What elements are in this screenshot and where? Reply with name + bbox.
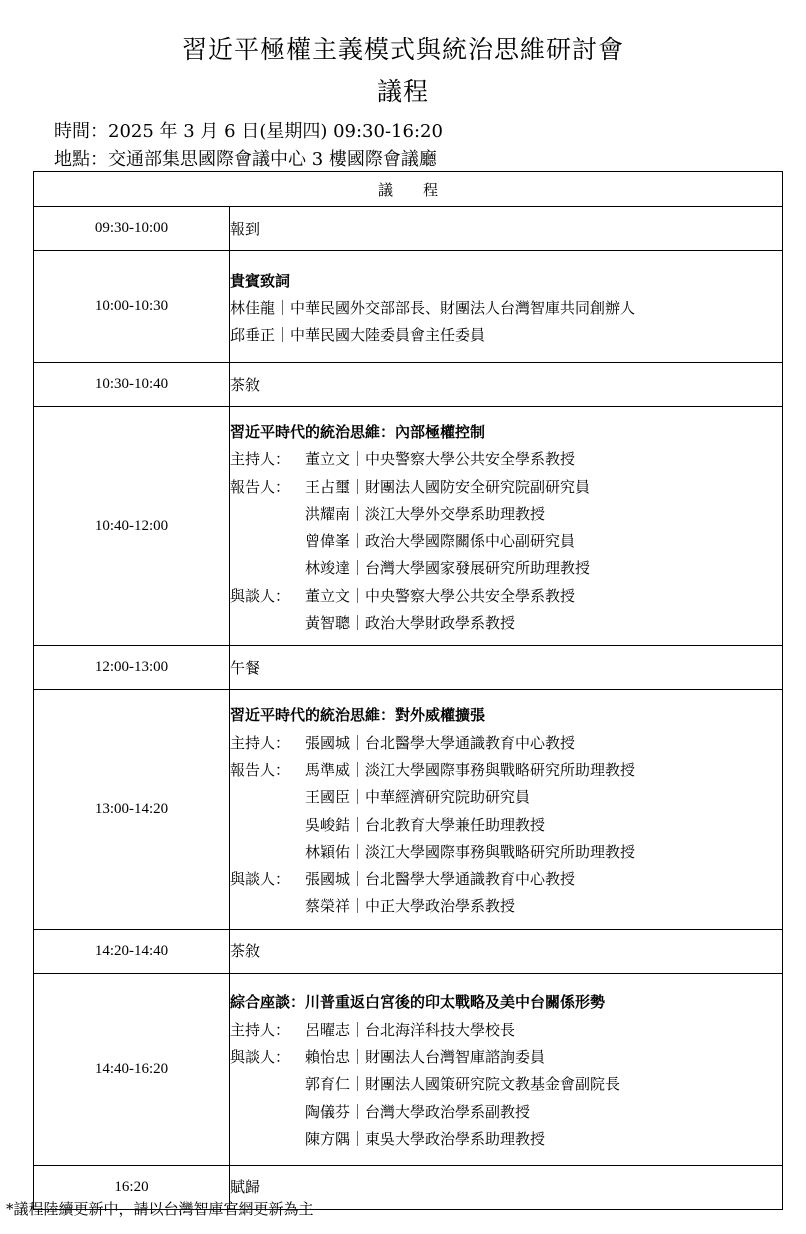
agenda-row [34, 973, 783, 1165]
agenda-content [230, 973, 783, 1165]
agenda-time: 14:40-16:20 [34, 973, 230, 1165]
agenda-line [230, 583, 782, 610]
agenda-line [230, 730, 782, 757]
event-time: 時間：2025 年 3 月 6 日(星期四) 09:30-16:20 [54, 121, 443, 142]
line-text: 陳方隅｜東吳大學政治學系助理教授 [305, 1129, 546, 1148]
agenda-line [230, 375, 782, 395]
agenda-body [34, 207, 783, 1210]
agenda-content [230, 646, 783, 690]
agenda-row [34, 646, 783, 690]
agenda-line [230, 474, 782, 501]
agenda-time: 14:20-14:40 [34, 929, 230, 973]
agenda-line [230, 941, 782, 961]
agenda-line [230, 1099, 782, 1126]
agenda-time: 10:30-10:40 [34, 363, 230, 407]
agenda-content [230, 363, 783, 407]
line-text: 習近平時代的統治思維：對外威權擴張 [230, 706, 486, 725]
session-title [230, 268, 782, 295]
line-text: 曾偉峯｜政治大學國際關係中心副研究員 [305, 532, 576, 551]
agenda-line [230, 812, 782, 839]
event-location: 地點：交通部集思國際會議中心 3 樓國際會議廳 [54, 149, 437, 170]
role-label: 報告人： [230, 760, 291, 779]
line-text: 茶敘 [230, 942, 261, 961]
line-text: 貴賓致詞 [230, 271, 291, 290]
agenda-time: 12:00-13:00 [34, 646, 230, 690]
line-text: 賦歸 [230, 1178, 261, 1197]
role-label: 報告人： [230, 477, 291, 496]
line-text: 綜合座談：川普重返白宮後的印太戰略及美中台關係形勢 [230, 993, 606, 1012]
agenda-header [34, 172, 783, 207]
line-text: 呂曜志｜台北海洋科技大學校長 [305, 1020, 516, 1039]
agenda-time: 16:20 [34, 1165, 230, 1209]
line-text: 王國臣｜中華經濟研究院助研究員 [305, 788, 531, 807]
line-text: 林竣達｜台灣大學國家發展研究所助理教授 [305, 559, 591, 578]
role-label: 主持人： [230, 1020, 291, 1039]
agenda-time: 13:00-14:20 [34, 690, 230, 929]
agenda-line [230, 528, 782, 555]
document-title: 習近平極權主義模式與統治思維研討會 [181, 35, 624, 64]
line-text: 吳峻銡｜台北教育大學兼任助理教授 [305, 815, 546, 834]
agenda-content [230, 929, 783, 973]
role-label: 主持人： [230, 733, 291, 752]
agenda-content [230, 251, 783, 363]
agenda-line [230, 1177, 782, 1197]
agenda-line [230, 1017, 782, 1044]
line-text: 陶儀芬｜台灣大學政治學系副教授 [305, 1102, 531, 1121]
agenda-header-label: 議 程 [378, 180, 438, 199]
agenda-content [230, 690, 783, 929]
agenda-line [230, 295, 782, 322]
role-label: 與談人： [230, 1047, 291, 1066]
line-text: 洪耀南｜淡江大學外交學系助理教授 [305, 504, 546, 523]
agenda-time: 10:40-12:00 [34, 407, 230, 646]
session-title [230, 419, 782, 446]
line-text: 張國城｜台北醫學大學通識教育中心教授 [305, 870, 576, 889]
line-text: 董立文｜中央警察大學公共安全學系教授 [305, 586, 576, 605]
agenda-table [33, 171, 783, 1210]
agenda-line [230, 501, 782, 528]
role-label: 與談人： [230, 586, 291, 605]
agenda-row [34, 929, 783, 973]
agenda-line [230, 610, 782, 637]
agenda-time: 09:30-10:00 [34, 207, 230, 251]
agenda-row [34, 251, 783, 363]
agenda-header-row [34, 172, 783, 207]
role-label: 主持人： [230, 450, 291, 469]
agenda-row [34, 363, 783, 407]
line-text: 董立文｜中央警察大學公共安全學系教授 [305, 450, 576, 469]
agenda-row [34, 690, 783, 929]
agenda-line [230, 446, 782, 473]
line-text: 黃智聰｜政治大學財政學系教授 [305, 614, 516, 633]
agenda-line [230, 839, 782, 866]
agenda-line [230, 1126, 782, 1153]
line-text: 邱垂正｜中華民國大陸委員會主任委員 [230, 326, 486, 345]
agenda-time: 10:00-10:30 [34, 251, 230, 363]
line-text: 午餐 [230, 658, 261, 677]
agenda-line [230, 784, 782, 811]
footnote: *議程陸續更新中，請以台灣智庫官網更新為主 [6, 1200, 314, 1218]
line-text: 王占璽｜財團法人國防安全研究院副研究員 [305, 477, 591, 496]
role-label: 與談人： [230, 870, 291, 889]
line-text: 馬準威｜淡江大學國際事務與戰略研究所助理教授 [305, 760, 636, 779]
agenda-line [230, 1044, 782, 1071]
agenda-line [230, 893, 782, 920]
agenda-row [34, 207, 783, 251]
line-text: 張國城｜台北醫學大學通識教育中心教授 [305, 733, 576, 752]
session-title [230, 702, 782, 729]
agenda-line [230, 555, 782, 582]
document-subtitle: 議程 [376, 77, 429, 106]
agenda-line [230, 757, 782, 784]
line-text: 林佳龍｜中華民國外交部部長、財團法人台灣智庫共同創辦人 [230, 298, 636, 317]
line-text: 茶敘 [230, 375, 261, 394]
line-text: 蔡榮祥｜中正大學政治學系教授 [305, 897, 516, 916]
line-text: 郭育仁｜財團法人國策研究院文教基金會副院長 [305, 1075, 621, 1094]
line-text: 林穎佑｜淡江大學國際事務與戰略研究所助理教授 [305, 842, 636, 861]
agenda-line [230, 658, 782, 678]
line-text: 習近平時代的統治思維：內部極權控制 [230, 423, 486, 441]
agenda-line [230, 322, 782, 349]
agenda-content [230, 407, 783, 646]
line-text: 賴怡忠｜財團法人台灣智庫諮詢委員 [305, 1047, 546, 1066]
agenda-row [34, 407, 783, 646]
agenda-line [230, 219, 782, 239]
line-text: 報到 [230, 219, 261, 238]
agenda-line [230, 1071, 782, 1098]
agenda-content [230, 207, 783, 251]
session-title [230, 989, 782, 1016]
agenda-line [230, 866, 782, 893]
